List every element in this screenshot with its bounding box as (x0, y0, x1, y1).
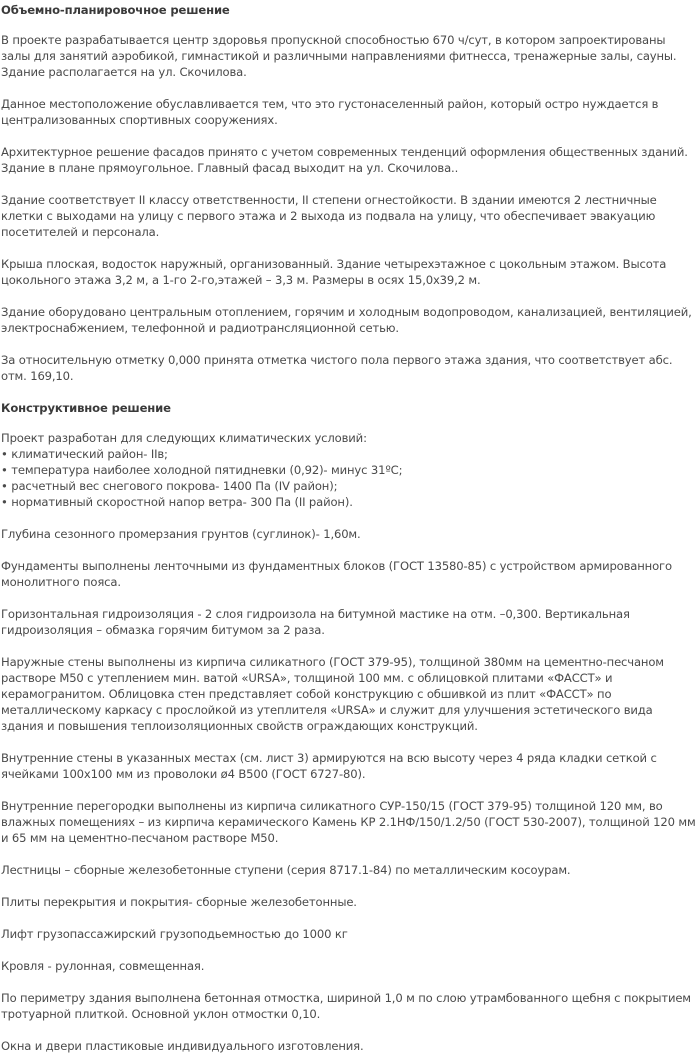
section-title-planning: Объемно-планировочное решение (1, 3, 230, 17)
paragraph: Внутренние перегородки выполнены из кирпича силикатного СУР-150/15 (ГОСТ 379-95) толщиной 120 мм, во влажных помещениях – из кирпича керамического Камень КР 2.1НФ/150/1.2/50 (ГОСТ 530-2007), толщиной 120 мм и 65 мм на цементно-песчаном растворе М50. (1, 799, 696, 845)
paragraph: Плиты перекрытия и покрытия- сборные железобетонные. (1, 895, 357, 909)
paragraph: За относительную отметку 0,000 принята отметка чистого пола первого этажа здания, что соответствует абс. отм. 169,10. (1, 353, 673, 383)
paragraph: Лифт грузопассажирский грузоподьемностью до 1000 кг (1, 927, 348, 941)
paragraph: В проекте разрабатывается центр здоровья пропускной способностью 670 ч/сут, в котором запроектированы залы для занятий аэробикой, гимнастикой и различными направлениями фитнесса, тренажерные залы, сауны. Здание располагается на ул. Скочилова. (1, 33, 677, 79)
paragraph: Окна и двери пластиковые индивидуального изготовления. (1, 1039, 364, 1053)
paragraph: Горизонтальная гидроизоляция - 2 слоя гидроизола на битумной мастике на отм. –0,300. Вертикальная гидроизоляция – обмазка горячим битумом за 2 раза. (1, 607, 630, 637)
paragraph: Здание соответствует II классу ответственности, II степени огнестойкости. В здании имеются 2 лестничные клетки с выходами на улицу с первого этажа и 2 выхода из подвала на улицу, что обеспечивает эвакуацию посетителей и персонала. (1, 193, 657, 239)
document-body (1, 2, 697, 1054)
paragraph: Глубина сезонного промерзания грунтов (суглинок)- 1,60м. (1, 527, 361, 541)
paragraph: Внутренние стены в указанных местах (см. лист 3) армируются на всю высоту через 4 ряда кладки сеткой с ячейками 100х100 мм из проволоки ø4 В500 (ГОСТ 6727-80). (1, 751, 657, 781)
paragraph: Кровля - рулонная, совмещенная. (1, 959, 205, 973)
list-item: • температура наиболее холодной пятидневки (0,92)- минус 31ºС; (1, 462, 697, 478)
paragraph: Фундаменты выполнены ленточными из фундаментных блоков (ГОСТ 13580-85) с устройством армированного монолитного пояса. (1, 559, 672, 589)
conditions-intro: Проект разработан для следующих климатических условий: (1, 431, 367, 445)
paragraph: Наружные стены выполнены из кирпича силикатного (ГОСТ 379-95), толщиной 380мм на цементно-песчаном растворе М50 с утеплением мин. ватой «URSA», толщиной 100 мм. с облицовкой плитами «ФАССТ» и керамогранитом. Облицовка стен представляет собой конструкцию с обшивкой из плит «ФАССТ» по металлическому каркасу с прослойкой из утеплителя «URSA» и служит для улучшения эстетического вида здания и повышения теплоизоляционных свойств ограждающих конструкций. (1, 655, 664, 733)
list-item: • климатический район- IIв; (1, 446, 697, 462)
section-title-construction: Конструктивное решение (1, 401, 171, 415)
paragraph: По периметру здания выполнена бетонная отмостка, шириной 1,0 м по слою утрамбованного щебня с покрытием тротуарной плиткой. Основной уклон отмостки 0,10. (1, 991, 691, 1021)
paragraph: Данное местоположение обуславливается тем, что это густонаселенный район, который остро нуждается в централизованных спортивных сооружениях. (1, 97, 659, 127)
paragraph: Архитектурное решение фасадов принято с учетом современных тенденций оформления общественных зданий. Здание в плане прямоугольное. Главный фасад выходит на ул. Скочилова.. (1, 145, 688, 175)
climate-conditions-list (1, 446, 697, 510)
paragraph: Крыша плоская, водосток наружный, организованный. Здание четырехэтажное с цокольным этажом. Высота цокольного этажа 3,2 м, а 1-го 2-го,этажей – 3,3 м. Размеры в осях 15,0х39,2 м. (1, 257, 667, 287)
list-item: • расчетный вес снегового покрова- 1400 Па (IV район); (1, 478, 697, 494)
paragraph: Лестницы – сборные железобетонные ступени (серия 8717.1-84) по металлическим косоурам. (1, 863, 571, 877)
list-item: • нормативный скоростной напор ветра- 300 Па (II район). (1, 494, 697, 510)
paragraph: Здание оборудовано центральным отоплением, горячим и холодным водопроводом, канализацией, вентиляцией, электроснабжением, телефонной и радиотрансляционной сетью. (1, 305, 692, 335)
